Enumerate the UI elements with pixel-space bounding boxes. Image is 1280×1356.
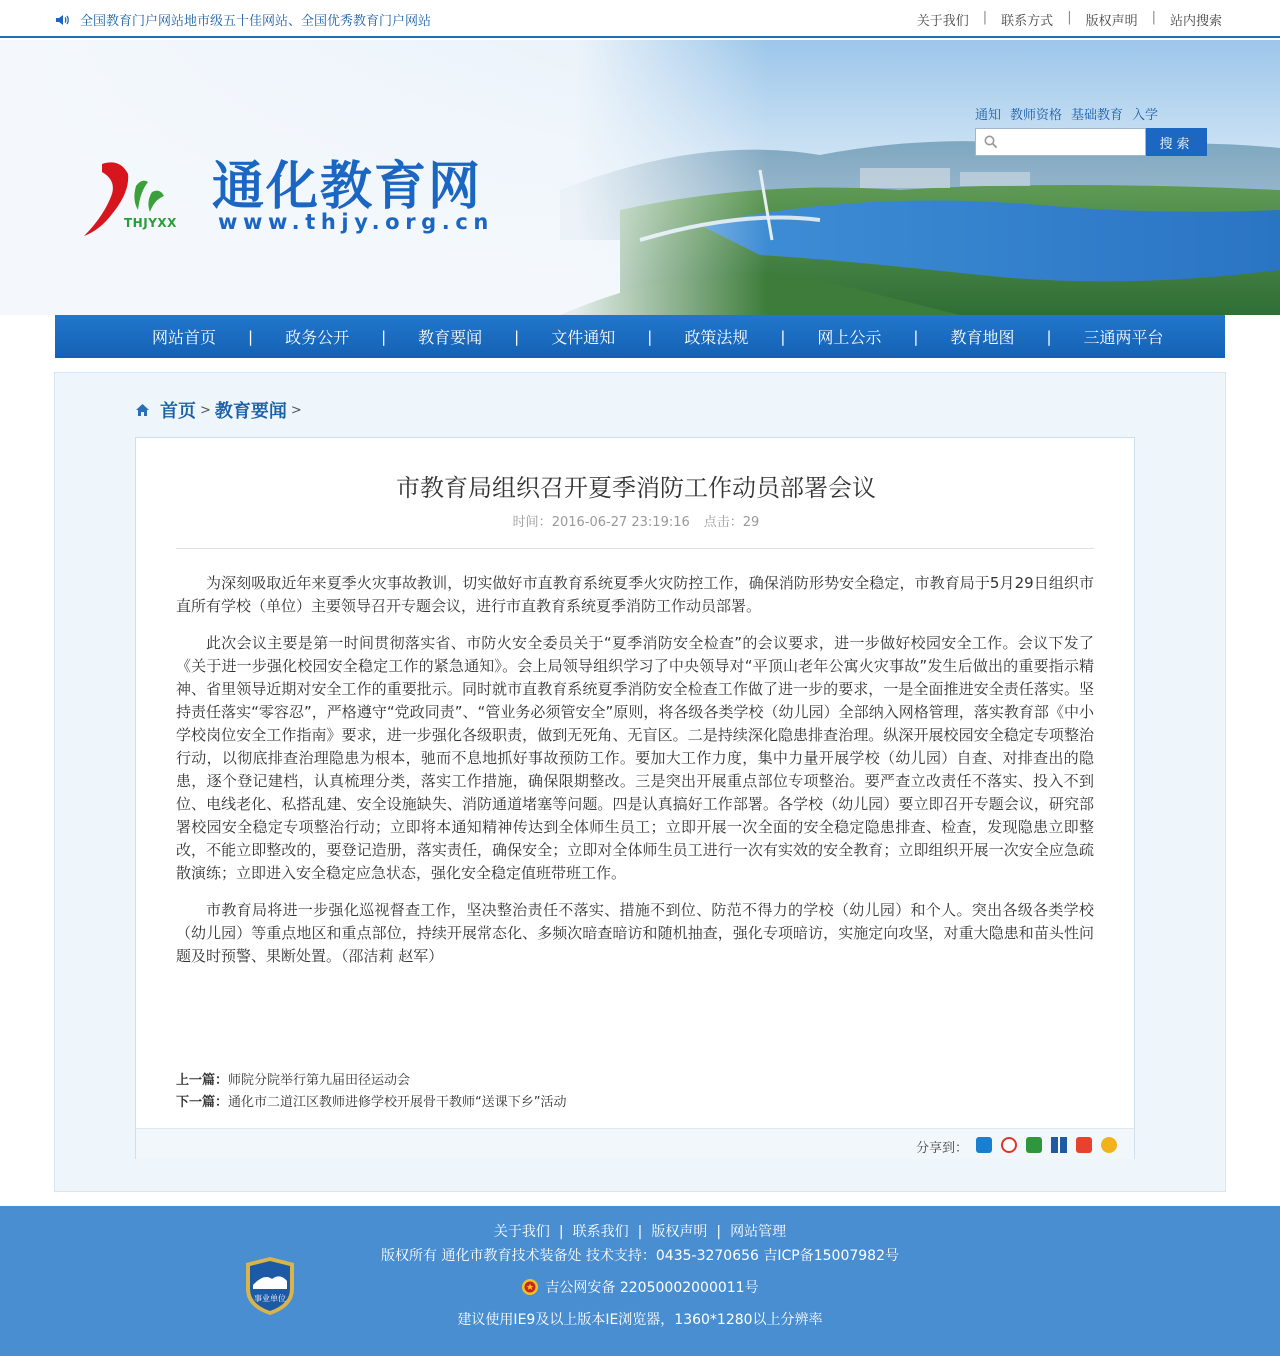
city-landscape-image <box>0 40 1280 315</box>
prev-label: 上一篇： <box>176 1073 229 1088</box>
notice-text: 全国教育门户网站地市级五十佳网站、全国优秀教育门户网站 <box>80 14 432 29</box>
search-box <box>975 128 1207 156</box>
public-institution-badge-icon[interactable] <box>244 1255 296 1317</box>
pengyou-icon[interactable] <box>1101 1137 1117 1153</box>
article-meta <box>136 511 1136 530</box>
hit-count: 29 <box>742 515 760 530</box>
logo-abbreviation: THJYXX <box>124 216 177 230</box>
nav-policies[interactable]: 政策法规 <box>684 328 749 347</box>
footer <box>0 1206 1280 1356</box>
prev-article-link[interactable]: 师院分院举行第九届田径运动会 <box>228 1073 411 1088</box>
time-label: 时间： <box>512 515 552 530</box>
quick-links <box>975 104 1158 123</box>
nav-separator: | <box>647 327 653 346</box>
breadcrumb-section[interactable]: 教育要闻 <box>214 401 287 422</box>
search-icon <box>984 135 998 149</box>
footer-admin-link[interactable]: 网站管理 <box>730 1224 787 1240</box>
nav-separator: | <box>780 327 786 346</box>
site-notice <box>54 10 431 29</box>
nav-separator: | <box>913 327 919 346</box>
site-url: www.thjy.org.cn <box>218 210 494 234</box>
police-record-text[interactable]: 吉公网安备 22050002000011号 <box>545 1280 759 1296</box>
site-search-link[interactable]: 站内搜索 <box>1169 14 1222 29</box>
about-link[interactable]: 关于我们 <box>916 14 969 29</box>
article-body <box>176 572 1094 982</box>
hits-label: 点击： <box>703 515 743 530</box>
footer-contact-link[interactable]: 联系我们 <box>572 1224 629 1240</box>
next-label: 下一篇： <box>176 1095 229 1110</box>
copyright-text: 版权所有 通化市教育技术装备处 技术支持：0435-3270656 吉ICP备15007982号 <box>381 1248 899 1264</box>
main-nav <box>55 315 1225 358</box>
home-icon <box>135 403 150 417</box>
kaixin-icon[interactable] <box>1076 1137 1092 1153</box>
search-field <box>975 128 1146 156</box>
police-record <box>0 1277 1280 1297</box>
quick-link-basic-education[interactable]: 基础教育 <box>1071 108 1124 123</box>
speaker-icon <box>54 12 70 28</box>
separator: | <box>982 10 988 25</box>
weibo-icon[interactable] <box>1001 1137 1017 1153</box>
site-title: 通化教育网 <box>212 157 483 217</box>
separator: | <box>1067 10 1072 25</box>
content-area <box>54 372 1226 1192</box>
footer-copyright-link[interactable]: 版权声明 <box>651 1224 708 1240</box>
breadcrumb-separator: > <box>290 402 302 418</box>
nav-online-public[interactable]: 网上公示 <box>817 328 882 347</box>
share-bar <box>136 1128 1134 1159</box>
nav-education-map[interactable]: 教育地图 <box>950 328 1015 347</box>
header-banner <box>0 40 1280 315</box>
quick-link-notice[interactable]: 通知 <box>975 108 1002 123</box>
paragraph: 为深刻吸取近年来夏季火灾事故教训，切实做好市直教育系统夏季火灾防控工作，确保消防形势安全稳定，市教育局于5月29日组织市直所有学校（单位）主要领导召开专题会议，进行市直教育系统夏季消防工作动员部署。 <box>176 574 1094 615</box>
publish-time: 2016-06-27 23:19:16 <box>551 515 690 530</box>
quick-link-enrollment[interactable]: 入学 <box>1132 108 1159 123</box>
breadcrumb-home[interactable]: 首页 <box>160 401 196 422</box>
quick-link-teacher-qualification[interactable]: 教师资格 <box>1010 108 1063 123</box>
paragraph: 市教育局将进一步强化巡视督查工作，坚决整治责任不落实、措施不到位、防范不得力的学校（幼儿园）和个人。突出各级各类学校（幼儿园）等重点地区和重点部位，持续开展常态化、多频次暗查暗访和随机抽查，强化专项暗访，实施定向攻坚，对重大隐患和苗头性问题及时预警、果断处置。（邵洁莉 赵军） <box>176 901 1094 965</box>
nav-separator: | <box>248 327 254 346</box>
copyright-link[interactable]: 版权声明 <box>1085 14 1138 29</box>
footer-about-link[interactable]: 关于我们 <box>493 1224 550 1240</box>
article-navigation <box>176 1070 567 1114</box>
breadcrumb-separator: > <box>200 402 211 418</box>
badge-text: 事业单位 <box>254 1294 286 1303</box>
nav-separator: | <box>381 327 387 346</box>
article-panel <box>135 437 1135 1159</box>
nav-separator: | <box>1046 327 1052 346</box>
nav-separator: | <box>514 327 520 346</box>
search-input[interactable] <box>1006 135 1136 150</box>
browser-tip: 建议使用IE9及以上版本IE浏览器，1360*1280以上分辨率 <box>457 1312 823 1328</box>
next-article-link[interactable]: 通化市二道江区教师进修学校开展骨干教师“送课下乡”活动 <box>228 1095 567 1110</box>
nav-home[interactable]: 网站首页 <box>152 328 217 347</box>
article-title: 市教育局组织召开夏季消防工作动员部署会议 <box>396 474 876 502</box>
top-bar <box>0 0 1280 38</box>
nav-government-affairs[interactable]: 政务公开 <box>285 328 350 347</box>
separator: | <box>1151 10 1156 25</box>
nav-platform[interactable]: 三通两平台 <box>1083 328 1164 347</box>
top-links <box>917 10 1222 29</box>
footer-links: 关于我们 | 联系我们 | 版权声明 | 网站管理 <box>493 1224 787 1240</box>
contact-link[interactable]: 联系方式 <box>1001 14 1054 29</box>
qzone-icon[interactable] <box>976 1137 992 1153</box>
breadcrumb <box>135 397 306 423</box>
renren-icon[interactable] <box>1051 1137 1067 1153</box>
share-label: 分享到： <box>916 1141 969 1156</box>
search-button[interactable]: 搜索 <box>1146 128 1207 156</box>
douban-icon[interactable] <box>1026 1137 1042 1153</box>
police-emblem-icon <box>521 1278 539 1296</box>
nav-file-notices[interactable]: 文件通知 <box>551 328 616 347</box>
divider <box>176 548 1094 549</box>
nav-education-news[interactable]: 教育要闻 <box>418 328 483 347</box>
paragraph: 此次会议主要是第一时间贯彻落实省、市防火安全委员关于“夏季消防安全检查”的会议要求，进一步做好校园安全工作。会议下发了《关于进一步强化校园安全稳定工作的紧急通知》。会上局领导组织学习了中央领导对“平顶山老年公寓火灾事故”发生后做出的重要指示精神、省里领导近期对安全工作的重要批示。同时就市直教育系统夏季消防安全检查工作做了进一步的要求，一是全面推进安全责任落实。坚持责任落实“零容忍”，严格遵守“党政同责”、“管业务必须管安全”原则，将各级各类学校（幼儿园）全部纳入网格管理，落实教育部《中小学校岗位安全工作指南》要求，进一步强化各级职责，做到无死角、无盲区。二是持续深化隐患排查治理。纵深开展校园安全稳定专项整治行动，以彻底排查治理隐患为根本，驰而不息地抓好事故预防工作。要加大工作力度，集中力量开展学校（幼儿园）自查、对排查出的隐患，逐个登记建档，认真梳理分类，落实工作措施，确保限期整改。三是突出开展重点部位专项整治。要严查立改责任不落实、投入不到位、电线老化、私搭乱建、安全设施缺失、消防通道堵塞等问题。四是认真搞好工作部署。各学校（幼儿园）要立即召开专题会议，研究部署校园安全稳定专项整治行动；立即将本通知精神传达到全体师生员工；立即开展一次全面的安全稳定隐患排查、检查，发现隐患立即整改，不能立即整改的，要登记造册，落实责任，确保安全；立即对全体师生员工进行一次有实效的安全教育；立即组织开展一次安全应急疏散演练；立即进入安全稳定应急状态，强化安全稳定值班带班工作。 <box>176 634 1094 882</box>
